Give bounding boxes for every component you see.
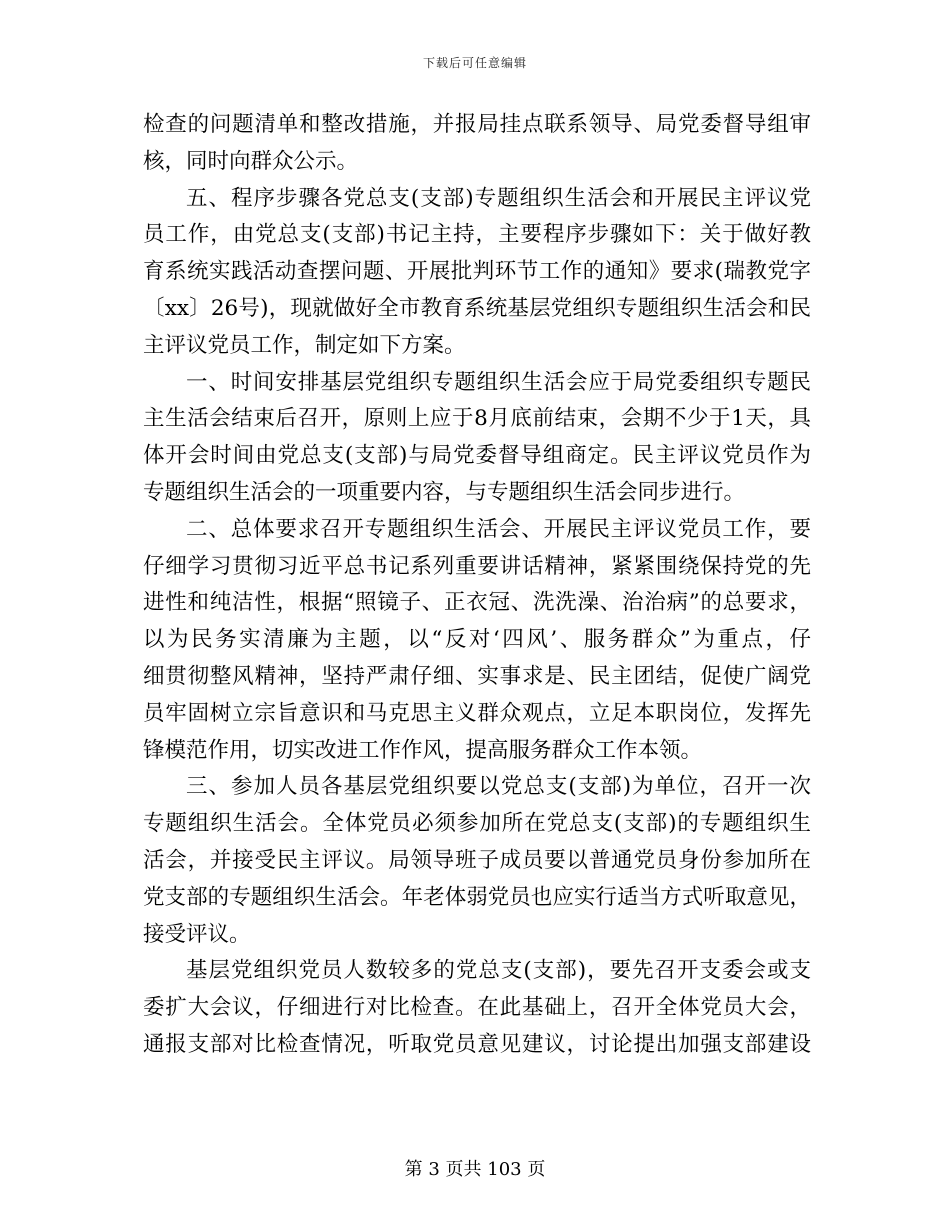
text-line: 主评议党员工作，制定如下方案。 [143,332,466,358]
text-line: 员牢固树立宗旨意识和马克思主义群众观点，立足本职岗位，发挥先 [143,700,811,726]
text-line: 育系统实践活动查摆问题、开展批判环节工作的通知》要求(瑞教党字 [143,259,811,285]
text-line: 党支部的专题组织生活会。年老体弱党员也应实行适当方式听取意见， [143,884,811,910]
text-line: 检查的问题清单和整改措施，并报局挂点联系领导、局党委督导组审 [143,112,811,137]
text-line: 员工作，由党总支(支部)书记主持，主要程序步骤如下：关于做好教 [143,222,811,248]
text-line: 专题组织生活会的一项重要内容，与专题组织生活会同步进行。 [143,479,746,505]
text-line: 以为民务实清廉为主题，以“反对‘四风’、服务群众”为重点，仔 [143,627,811,653]
text-line: 接受评议。 [143,921,251,947]
document-body [143,107,811,1064]
text-line: 基层党组织党员人数较多的党总支(支部)，要先召开支委会或支 [186,958,811,984]
text-line: 主生活会结束后召开，原则上应于8月底前结束，会期不少于1天，具 [143,406,811,432]
page-footer: 第 3 页共 103 页 [404,1159,546,1180]
text-line: 活会，并接受民主评议。局领导班子成员要以普通党员身份参加所在 [143,847,811,873]
page-header: 下载后可任意编辑 [422,56,527,70]
text-line: 二、总体要求召开专题组织生活会、开展民主评议党员工作，要 [186,516,811,542]
text-line: 一、时间安排基层党组织专题组织生活会应于局党委组织专题民 [186,369,811,395]
text-line: 核，同时向群众公示。 [143,148,359,174]
text-line: 锋模范作用，切实改进工作作风，提高服务群众工作本领。 [143,737,703,763]
text-line: 体开会时间由党总支(支部)与局党委督导组商定。民主评议党员作为 [143,443,811,469]
text-line: 〔xx〕26号)，现就做好全市教育系统基层党组织专题组织生活会和民 [143,295,811,321]
text-line: 五、程序步骤各党总支(支部)专题组织生活会和开展民主评议党 [186,185,811,211]
text-line: 委扩大会议，仔细进行对比检查。在此基础上，召开全体党员大会， [143,995,811,1021]
text-line: 进性和纯洁性，根据“照镜子、正衣冠、洗洗澡、治治病”的总要求， [143,590,811,616]
text-line: 细贯彻整风精神，坚持严肃仔细、实事求是、民主团结，促使广阔党 [143,663,811,689]
text-line: 通报支部对比检查情况，听取党员意见建议，讨论提出加强支部建设 [143,1031,811,1057]
text-line: 仔细学习贯彻习近平总书记系列重要讲话精神，紧紧围绕保持党的先 [143,553,811,579]
text-line: 专题组织生活会。全体党员必须参加所在党总支(支部)的专题组织生 [143,811,811,837]
text-line: 三、参加人员各基层党组织要以党总支(支部)为单位，召开一次 [186,774,811,800]
